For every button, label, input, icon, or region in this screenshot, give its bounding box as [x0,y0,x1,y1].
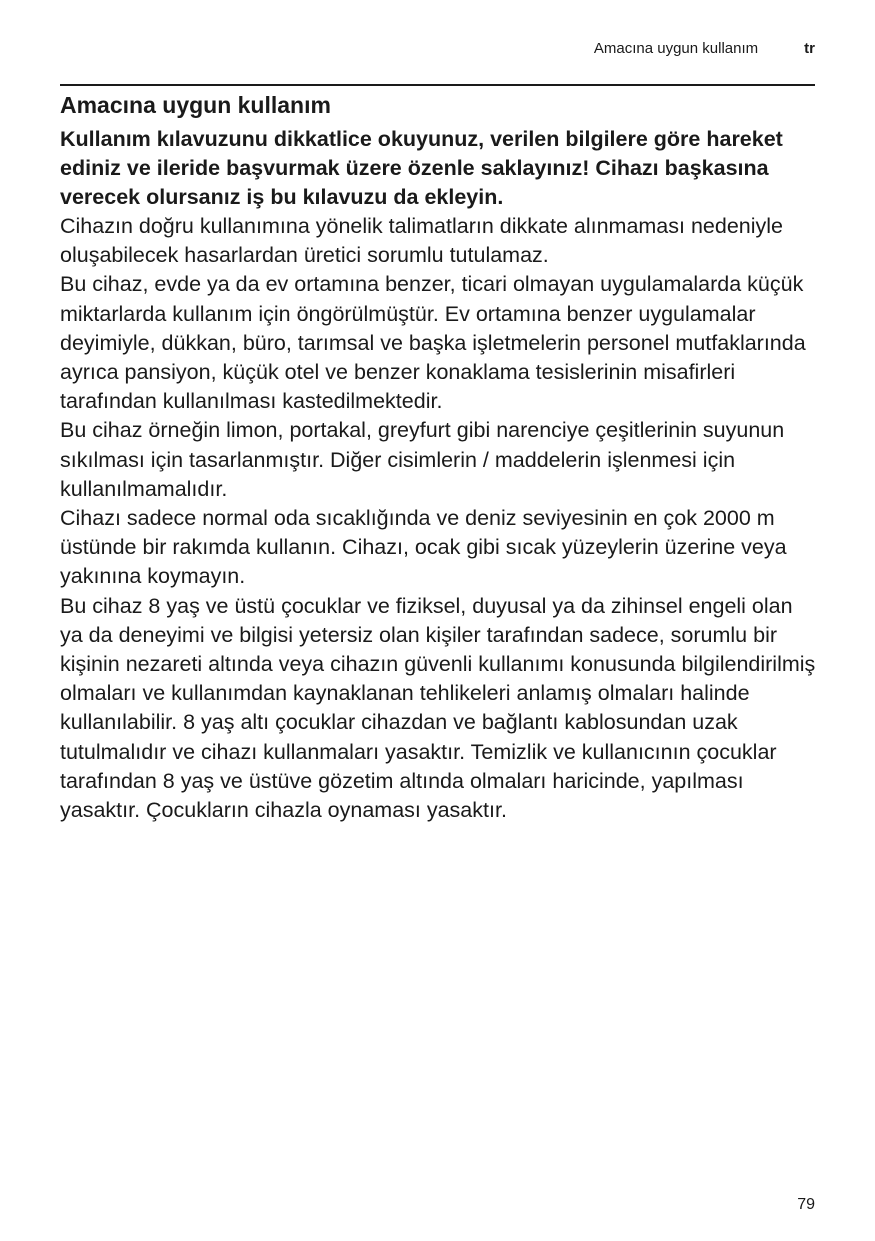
main-content [60,90,820,825]
page-number: 79 [797,1196,815,1213]
paragraph-liability: Cihazın doğru kullanımına yönelik talimatların dikkate alınmaması nedeniyle oluşabilecek hasarlardan üretici sorumlu tutulamaz. [60,214,784,268]
section-title: Amacına uygun kullanım [60,92,331,118]
running-header-section: Amacına uygun kullanım [593,40,759,57]
paragraph-environment: Cihazı sadece normal oda sıcaklığında ve deniz seviyesinin en çok 2000 m üstünde bir rakımda kullanın. Cihazı, ocak gibi sıcak yüzeylerin üzerine veya yakınına koymayın. [60,506,787,589]
header-divider [60,84,815,86]
paragraph-household-use: Bu cihaz, evde ya da ev ortamına benzer, ticari olmayan uygulamalarda küçük miktarlarda kullanım için öngörülmüştür. Ev ortamına benzer uygulamalar deyimiyle, dükkan, büro, tarımsal ve başka işletmelerin personel mutfaklarında ayrıca pansiyon, küçük otel ve benzer konaklama tesislerinin misafirleri tarafından kullanılması kastedilmektedir. [60,272,806,414]
paragraph-children-safety: Bu cihaz 8 yaş ve üstü çocuklar ve fiziksel, duyusal ya da zihinsel engeli olan ya da deneyimi ve bilgisi yetersiz olan kişiler tarafından sadece, sorumlu bir kişinin nezareti altında veya cihazın güvenli kullanımı konusunda bilgilendirilmiş olmaları ve kullanımdan kaynaklanan tehlikeleri anlamış olmaları halinde kullanılabilir. 8 yaş altı çocuklar cihazdan ve bağlantı kablosundan uzak tutulmalıdır ve cihazı kullanmaları yasaktır. Temizlik ve kullanıcının çocuklar tarafından 8 yaş ve üstüve gözetim altında olmaları haricinde, yapılması yasaktır. Çocukların cihazla oynaması yasaktır. [60,593,816,823]
paragraph-citrus-purpose: Bu cihaz örneğin limon, portakal, greyfurt gibi narenciye çeşitlerinin suyunun sıkılması için tasarlanmıştır. Diğer cisimlerin / maddelerin işlenmesi için kullanılmamalıdır. [60,418,785,501]
intro-warning: Kullanım kılavuzunu dikkatlice okuyunuz, verilen bilgilere göre hareket ediniz ve ileride başvurmak üzere özenle saklayınız! Cihazı başkasına verecek olursanız iş bu kılavuzu da ekleyin. [60,127,783,209]
running-header [594,40,815,57]
language-code: tr [804,40,815,57]
